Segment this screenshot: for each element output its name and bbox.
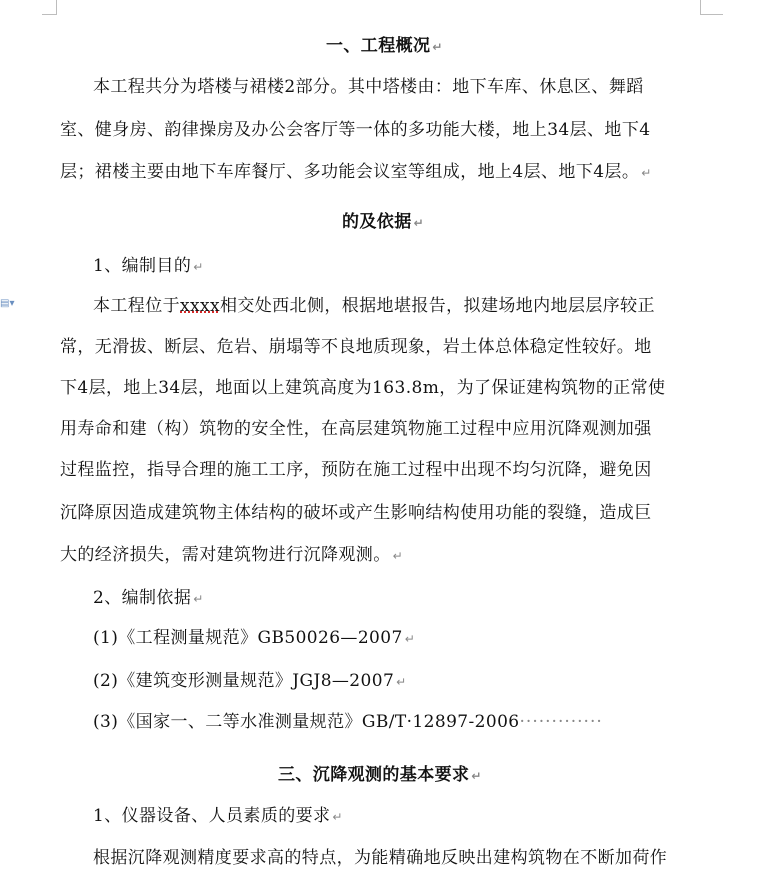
item-equipment: 1、仪器设备、人员素质的要求 ↵ (93, 806, 343, 826)
heading-requirements: 三、沉降观测的基本要求 ↵ (278, 765, 482, 785)
reference-3: (3)《国家一、二等水准测量规范》GB/T·12897-2006············· (93, 712, 603, 732)
overview-line-1: 本工程共分为塔楼与裙楼2部分。其中塔楼由：地下车库、休息区、舞蹈 (93, 77, 644, 97)
purpose-line-3: 下4层，地上34层，地面以上建筑高度为163.8m，为了保证建构筑物的正常使 (60, 378, 666, 398)
purpose-line-5: 过程监控，指导合理的施工工序，预防在施工过程中出现不均匀沉降，避免因 (60, 460, 652, 480)
navigation-marker-icon: ▤▾ (0, 298, 15, 309)
page-corner-mark-left (42, 0, 57, 15)
item-purpose: 1、编制目的 ↵ (93, 256, 204, 276)
item-basis: 2、编制依据 ↵ (93, 588, 204, 608)
purpose-line-4: 用寿命和建（构）筑物的安全性，在高层建筑物施工过程中应用沉降观测加强 (60, 419, 652, 439)
page-corner-mark-right (700, 0, 723, 15)
purpose-line-6: 沉降原因造成建筑物主体结构的破坏或产生影响结构使用功能的裂缝，造成巨 (60, 503, 652, 523)
purpose-line-1: 本工程位于xxxx相交处西北侧，根据地堪报告，拟建场地内地层层序较正 (93, 296, 655, 316)
purpose-line-2: 常，无滑拔、断层、危岩、崩塌等不良地质现象，岩土体总体稳定性较好。地 (60, 337, 652, 357)
overview-line-3: 层；裙楼主要由地下车库餐厅、多功能会议室等组成，地上4层、地下4层。 ↵ (60, 162, 652, 182)
reference-1: (1)《工程测量规范》GB50026—2007 ↵ (93, 628, 416, 648)
reference-2: (2)《建筑变形测量规范》JGJ8—2007 ↵ (93, 671, 407, 691)
purpose-line-7: 大的经济损失，需对建筑物进行沉降观测。 ↵ (60, 545, 404, 565)
heading-purpose-basis: 的及依据 ↵ (342, 212, 425, 232)
overview-line-2: 室、健身房、韵律操房及办公会客厅等一体的多功能大楼，地上34层、地下4 (60, 120, 651, 140)
heading-overview: 一、工程概况 ↵ (326, 36, 443, 56)
requirements-line-1: 根据沉降观测精度要求高的特点，为能精确地反映出建构筑物在不断加荷作 (93, 848, 668, 868)
